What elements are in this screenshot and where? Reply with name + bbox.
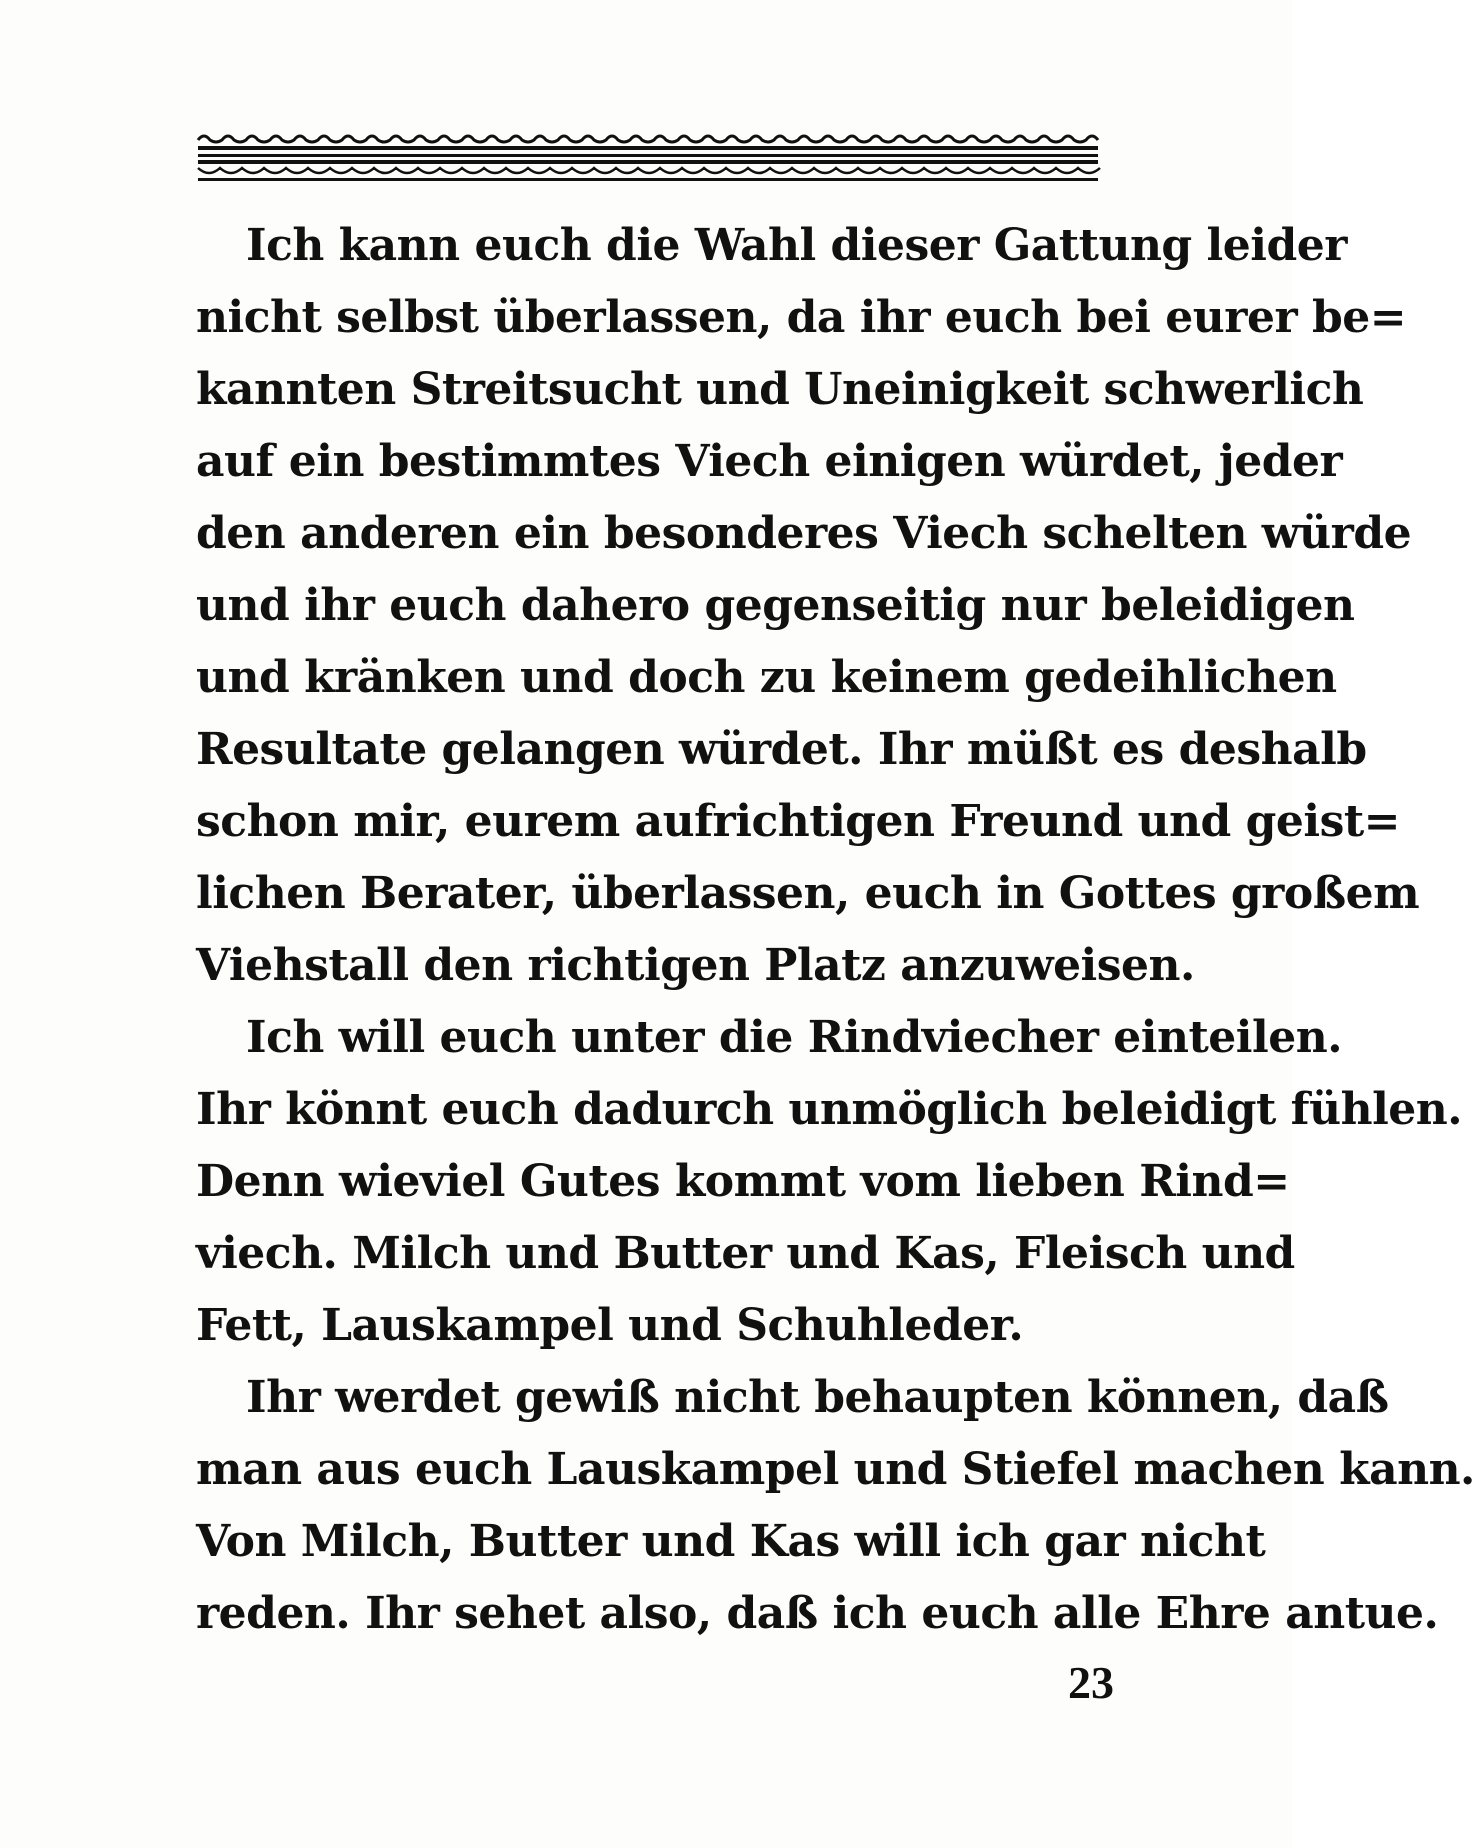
paragraph-3 [196,1362,1475,1650]
text-line: Fett, Lauskampel und Schuhleder. [196,1300,1024,1351]
ornament-rule-4 [198,178,1098,181]
text-line: reden. Ihr sehet also, daß ich euch alle Ehre antue. [196,1588,1439,1639]
decorative-border-ornament [198,130,1098,182]
body-text [196,210,1475,1650]
ornament-top-wave [198,136,1098,142]
text-line: nicht selbst überlassen, da ihr euch bei eurer be= [196,292,1407,343]
ornament-rule-3 [198,160,1098,164]
text-line: man aus euch Lauskampel und Stiefel machen kann. [196,1444,1475,1495]
page-number: 23 [1068,1657,1114,1708]
text-line: und kränken und doch zu keinem gedeihlichen [196,652,1337,703]
paragraph-2 [196,1002,1463,1362]
text-line: Ich will euch unter die Rindviecher einteilen. [246,1012,1343,1063]
paragraph-1 [196,210,1420,1002]
text-line: auf ein bestimmtes Viech einigen würdet, jeder [196,436,1343,487]
text-line: Von Milch, Butter und Kas will ich gar nicht [196,1516,1266,1567]
text-line: Denn wieviel Gutes kommt vom lieben Rind= [196,1156,1290,1207]
text-line: viech. Milch und Butter und Kas, Fleisch und [196,1228,1295,1279]
ornament-rule-1 [198,146,1098,150]
text-line: Resultate gelangen würdet. Ihr müßt es deshalb [196,724,1367,775]
ornament-bottom-scallop [198,168,1100,173]
text-line: Ihr werdet gewiß nicht behaupten können, daß [246,1372,1389,1423]
text-line: Ich kann euch die Wahl dieser Gattung leider [246,220,1347,271]
ornament-rule-2 [198,154,1098,157]
text-line: lichen Berater, überlassen, euch in Gottes großem [196,868,1420,919]
text-line: den anderen ein besonderes Viech schelten würde [196,508,1412,559]
text-line: Ihr könnt euch dadurch unmöglich beleidigt fühlen. [196,1084,1463,1135]
text-line: und ihr euch dahero gegenseitig nur beleidigen [196,580,1355,631]
text-line: kannten Streitsucht und Uneinigkeit schwerlich [196,364,1364,415]
text-line: schon mir, eurem aufrichtigen Freund und geist= [196,796,1401,847]
text-line: Viehstall den richtigen Platz anzuweisen. [196,940,1195,991]
